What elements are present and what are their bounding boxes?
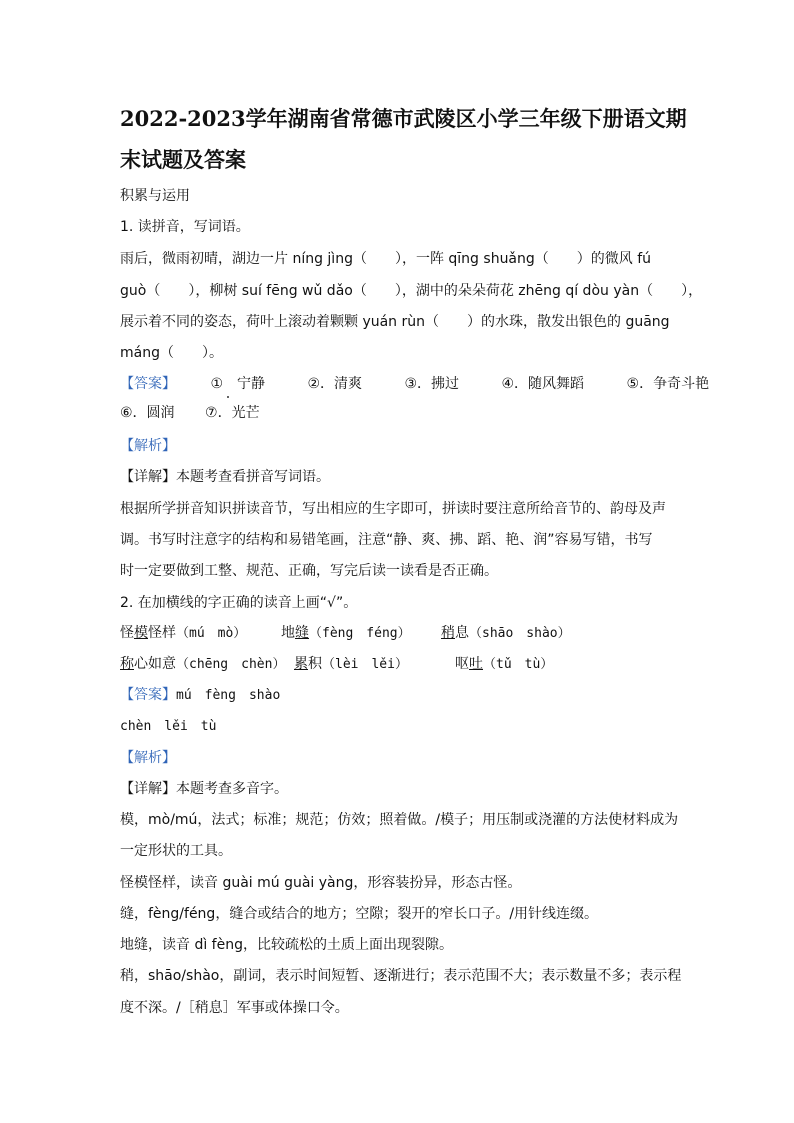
q2-item bbox=[294, 655, 408, 674]
item-post: 心如意 bbox=[134, 656, 176, 672]
q1-body-line-3: 时一定要做到工整、规范、正确，写完后读一读看是否正确。 bbox=[120, 563, 498, 579]
q1-body-line-2: 调。书写时注意字的结构和易错笔画，注意“静、爽、拂、蹈、艳、润”容易写错，书写 bbox=[120, 532, 653, 548]
q1-paragraph-line-1: 雨后，微雨初晴，湖边一片 níng jìng（ ），一阵 qīng shuǎng（ ）的微风 fú bbox=[120, 251, 652, 267]
item-pre: 怪 bbox=[120, 625, 134, 641]
q2-body-line-6: 稍，shāo/shào，副词，表示时间短暂、逐渐进行；表示范围不大；表示数量不多；表示程 bbox=[120, 968, 682, 984]
item-post: 息 bbox=[455, 625, 469, 641]
detail-text: 本题考查看拼音写词语。 bbox=[176, 469, 330, 485]
item-pre: 地 bbox=[281, 625, 295, 641]
q2-item bbox=[455, 655, 553, 674]
q2-item bbox=[441, 624, 571, 643]
item-pinyin: （lèi lěi） bbox=[322, 657, 408, 672]
item-pinyin: （fèng féng） bbox=[309, 626, 411, 641]
q1-detail bbox=[120, 468, 680, 486]
answer-tag: 【答案】 bbox=[120, 687, 176, 703]
q2-item bbox=[120, 655, 285, 674]
answer-item: ① 宁静 bbox=[210, 376, 266, 392]
answer-tag: 【答案】 bbox=[120, 376, 176, 392]
q1-answer-row-2 bbox=[120, 404, 680, 422]
q1-answer-row-1 bbox=[120, 375, 710, 393]
item-pinyin: （mú mò） bbox=[176, 626, 247, 641]
q2-body-line-7: 度不深。/［稍息］军事或体操口令。 bbox=[120, 1000, 349, 1016]
answer-item: ⑦．光芒 bbox=[205, 405, 260, 421]
q2-item bbox=[120, 624, 246, 643]
answer-item: ⑤．争奇斗艳 bbox=[626, 376, 710, 392]
q2-analysis-tag: 【解析】 bbox=[120, 750, 176, 766]
stray-dot-mark bbox=[227, 396, 229, 398]
q1-paragraph-line-3: 展示着不同的姿态，荷叶上滚动着颗颗 yuán rùn（ ）的水珠，散发出银色的 guāng bbox=[120, 314, 670, 330]
answer-item: ③．拂过 bbox=[404, 376, 460, 392]
q1-paragraph-line-4: máng（ ）。 bbox=[120, 345, 223, 361]
underlined-char: 模 bbox=[134, 625, 148, 641]
item-pre: 呕 bbox=[455, 656, 469, 672]
q1-body-line-1: 根据所学拼音知识拼读音节，写出相应的生字即可，拼读时要注意所给音节的、韵母及声 bbox=[120, 501, 666, 517]
q2-body-line-3: 怪模怪样，读音 guài mú guài yàng，形容装扮异，形态古怪。 bbox=[120, 875, 522, 891]
underlined-char: 吐 bbox=[469, 656, 483, 672]
doc-title-line-1: 2022-2023学年湖南省常德市武陵区小学三年级下册语文期 bbox=[120, 106, 687, 131]
q2-item bbox=[281, 624, 411, 643]
item-post: 怪样 bbox=[148, 625, 176, 641]
answer-item: ②．清爽 bbox=[307, 376, 363, 392]
q2-body-line-2: 一定形状的工具。 bbox=[120, 843, 232, 859]
q2-body-line-4: 缝，fèng/féng，缝合或结合的地方；空隙；裂开的窄长口子。/用针线连缀。 bbox=[120, 906, 599, 922]
q1-paragraph-line-2: guò（ ），柳树 suí fēng wǔ dǎo（ ），湖中的朵朵荷花 zhēng qí dòu yàn（ ）， bbox=[120, 283, 703, 299]
answer-pinyin: mú fèng shào bbox=[176, 688, 281, 703]
item-post: 积 bbox=[308, 656, 322, 672]
section-heading: 积累与运用 bbox=[120, 188, 190, 204]
item-pinyin: （shāo shào） bbox=[469, 626, 571, 641]
answer-item: ④．随风舞蹈 bbox=[501, 376, 585, 392]
q2-detail bbox=[120, 780, 680, 798]
item-pinyin: （chēng chèn） bbox=[176, 657, 286, 672]
q1-analysis-tag: 【解析】 bbox=[120, 438, 176, 454]
doc-title-line-2: 末试题及答案 bbox=[120, 147, 246, 172]
q2-body-line-5: 地缝，读音 dì fèng，比较疏松的土质上面出现裂隙。 bbox=[120, 937, 453, 953]
q2-body-line-1: 模，mò/mú，法式；标准；规范；仿效；照着做。/模子；用压制或浇灌的方法使材料成为 bbox=[120, 812, 679, 828]
underlined-char: 累 bbox=[294, 656, 308, 672]
q2-stem: 2. 在加横线的字正确的读音上画“√”。 bbox=[120, 595, 358, 611]
item-pinyin: （tǔ tù） bbox=[483, 657, 554, 672]
underlined-char: 称 bbox=[120, 656, 134, 672]
q1-stem: 1. 读拼音，写词语。 bbox=[120, 219, 250, 235]
q2-answer-row-1 bbox=[120, 686, 680, 705]
detail-text: 本题考查多音字。 bbox=[176, 781, 288, 797]
detail-tag: 【详解】 bbox=[120, 469, 176, 485]
answer-item: ⑥．圆润 bbox=[120, 405, 175, 421]
underlined-char: 缝 bbox=[295, 625, 309, 641]
detail-tag: 【详解】 bbox=[120, 781, 176, 797]
underlined-char: 稍 bbox=[441, 625, 455, 641]
q2-answer-row-2: chèn lěi tù bbox=[120, 719, 217, 734]
